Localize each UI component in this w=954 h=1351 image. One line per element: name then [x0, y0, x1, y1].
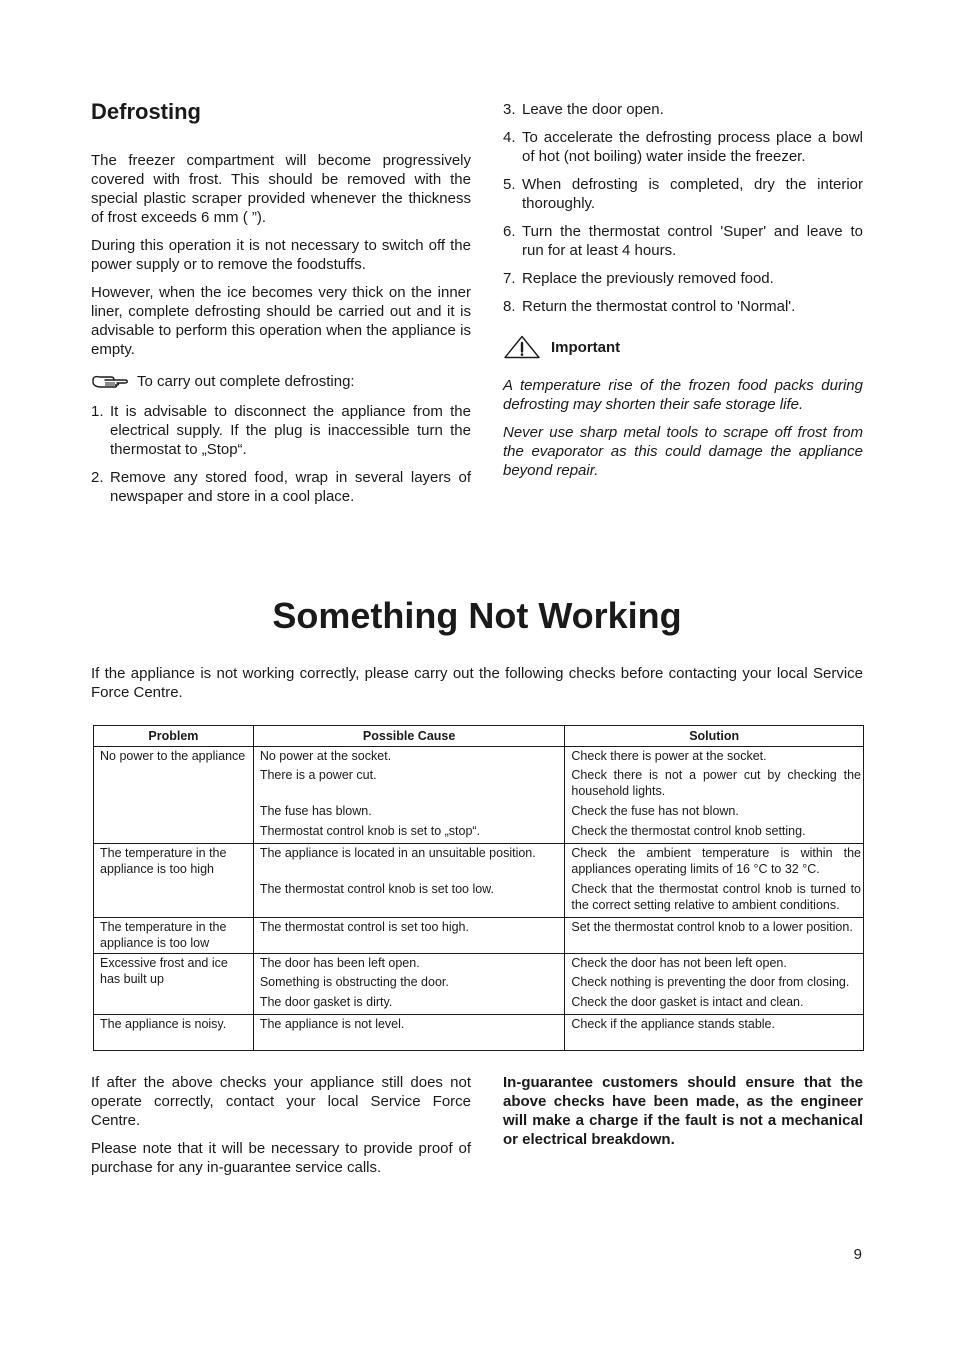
step-text: To accelerate the defrosting process place a bowl of hot (not boiling) water inside the freezer. [522, 129, 863, 165]
guarantee-note: In-guarantee customers should ensure that the above checks have been made, as the engineer will make a charge if the fault is not a mechanical or electrical breakdown. [503, 1074, 863, 1148]
solution-cell: Check nothing is preventing the door from closing. [565, 974, 864, 994]
step-number: 7. [503, 270, 516, 287]
list-item [503, 175, 863, 213]
list-item [503, 128, 863, 166]
solution-cell: Check if the appliance stands stable. [565, 1015, 864, 1051]
problem-cell: The appliance is noisy. [94, 1015, 254, 1051]
step-number: 4. [503, 129, 516, 146]
cause-cell: Thermostat control knob is set to „stop“. [253, 823, 565, 844]
defrosting-right-column [503, 100, 863, 489]
step-text: When defrosting is completed, dry the interior thoroughly. [522, 176, 863, 212]
cause-cell: The door gasket is dirty. [253, 994, 565, 1015]
table-row [94, 918, 864, 954]
column-header-solution: Solution [565, 726, 864, 747]
solution-cell: Check the thermostat control knob setting. [565, 823, 864, 844]
list-item [503, 222, 863, 260]
service-paragraph: Please note that it will be necessary to provide proof of purchase for any in-guarantee service calls. [91, 1140, 471, 1176]
pointing-hand-icon [91, 374, 131, 390]
defrost-steps-list [91, 402, 471, 506]
list-item [91, 402, 471, 459]
hint-text: To carry out complete defrosting: [137, 373, 355, 390]
defrosting-paragraph: However, when the ice becomes very thick on the inner liner, complete defrosting should be carried out and it is advisable to perform this operation when the appliance is empty. [91, 284, 471, 358]
warning-text: A temperature rise of the frozen food packs during defrosting may shorten their safe storage life. [503, 377, 863, 413]
step-text: It is advisable to disconnect the appliance from the electrical supply. If the plug is inaccessible turn the thermostat to „Stop“. [110, 403, 471, 458]
column-header-problem: Problem [94, 726, 254, 747]
step-text: Return the thermostat control to 'Normal'. [522, 298, 796, 315]
solution-cell: Check the ambient temperature is within the appliances operating limits of 16 °C to 32 °C. [565, 844, 864, 882]
solution-cell: Check the fuse has not blown. [565, 803, 864, 823]
cause-cell: The door has been left open. [253, 954, 565, 975]
solution-cell: Check the door gasket is intact and clean. [565, 994, 864, 1015]
list-item [91, 468, 471, 506]
list-item [503, 100, 863, 119]
solution-cell: Check that the thermostat control knob is turned to the correct setting relative to ambient conditions. [565, 881, 864, 918]
warning-triangle-icon [503, 335, 541, 359]
service-paragraph: If after the above checks your appliance still does not operate correctly, contact your local Service Force Centre. [91, 1074, 471, 1129]
step-number: 6. [503, 223, 516, 240]
step-text: Leave the door open. [522, 101, 664, 118]
step-number: 5. [503, 176, 516, 193]
defrosting-title: Defrosting [91, 99, 201, 124]
service-info-left [91, 1073, 471, 1186]
cause-cell: No power at the socket. [253, 747, 565, 768]
important-label: Important [551, 338, 621, 356]
step-number: 1. [91, 403, 104, 420]
problem-cell: The temperature in the appliance is too high [94, 844, 254, 918]
solution-cell: Set the thermostat control knob to a lower position. [565, 918, 864, 954]
problem-cell: The temperature in the appliance is too low [94, 918, 254, 954]
step-text: Replace the previously removed food. [522, 270, 774, 287]
step-number: 2. [91, 469, 104, 486]
problem-cell: No power to the appliance [94, 747, 254, 844]
defrosting-paragraph: During this operation it is not necessary to switch off the power supply or to remove the foodstuffs. [91, 237, 471, 273]
cause-cell: There is a power cut. [253, 767, 565, 803]
cause-cell: The appliance is not level. [253, 1015, 565, 1051]
step-text: Turn the thermostat control 'Super' and leave to run for at least 4 hours. [522, 223, 863, 259]
troubleshooting-intro: If the appliance is not working correctly, please carry out the following checks before contacting your local Service Force Centre. [91, 665, 863, 701]
column-header-cause: Possible Cause [253, 726, 565, 747]
table-row [94, 1015, 864, 1051]
cause-cell: Something is obstructing the door. [253, 974, 565, 994]
step-number: 8. [503, 298, 516, 315]
cause-cell: The thermostat control is set too high. [253, 918, 565, 954]
table-row [94, 954, 864, 975]
warning-text: Never use sharp metal tools to scrape off frost from the evaporator as this could damage the appliance beyond repair. [503, 424, 863, 479]
important-heading [503, 335, 863, 359]
list-item [503, 297, 863, 316]
cause-cell: The appliance is located in an unsuitable position. [253, 844, 565, 882]
step-text: Remove any stored food, wrap in several layers of newspaper and store in a cool place. [110, 469, 471, 505]
solution-cell: Check there is not a power cut by checking the household lights. [565, 767, 864, 803]
problem-cell: Excessive frost and ice has built up [94, 954, 254, 1015]
defrost-steps-list [503, 100, 863, 316]
cause-cell: The thermostat control knob is set too low. [253, 881, 565, 918]
table-row [94, 844, 864, 882]
defrost-hint [91, 372, 471, 391]
step-number: 3. [503, 101, 516, 118]
page-number: 9 [853, 1246, 862, 1263]
page-title: Something Not Working [272, 595, 682, 636]
defrosting-paragraph: The freezer compartment will become progressively covered with frost. This should be removed with the special plastic scraper provided whenever the thickness of frost exceeds 6 mm ( ”). [91, 152, 471, 226]
cause-cell: The fuse has blown. [253, 803, 565, 823]
troubleshooting-table [93, 725, 864, 1051]
solution-cell: Check there is power at the socket. [565, 747, 864, 768]
table-header-row [94, 726, 864, 747]
defrosting-left-column [91, 98, 471, 515]
solution-cell: Check the door has not been left open. [565, 954, 864, 975]
table-row [94, 747, 864, 768]
list-item [503, 269, 863, 288]
